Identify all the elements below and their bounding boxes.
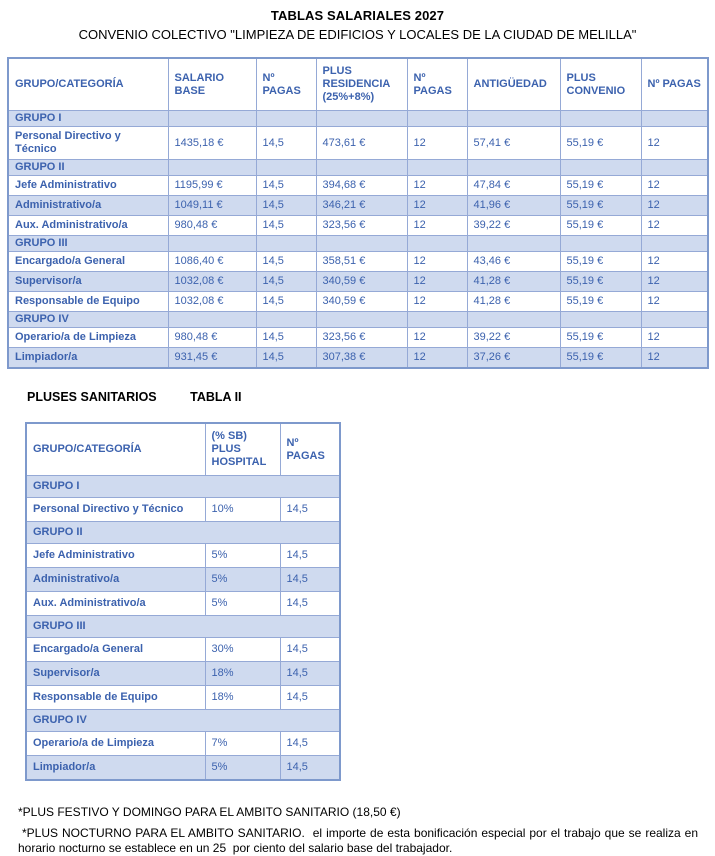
group-row <box>26 476 340 498</box>
value-cell: 41,28 € <box>467 292 560 312</box>
empty-cell <box>641 236 708 252</box>
value-cell: 18% <box>205 662 280 686</box>
value-cell: 14,5 <box>256 216 316 236</box>
value-cell: 14,5 <box>256 328 316 348</box>
value-cell: 980,48 € <box>168 328 256 348</box>
value-cell: 14,5 <box>280 498 340 522</box>
value-cell: 12 <box>641 216 708 236</box>
value-cell: 43,46 € <box>467 252 560 272</box>
value-cell: 55,19 € <box>560 176 641 196</box>
value-cell: 1195,99 € <box>168 176 256 196</box>
value-cell: 12 <box>641 292 708 312</box>
table-row <box>8 176 708 196</box>
value-cell: 18% <box>205 686 280 710</box>
value-cell: 12 <box>407 176 467 196</box>
category-cell: Personal Directivo y Técnico <box>8 127 168 160</box>
empty-cell <box>316 312 407 328</box>
column-header: PLUS CONVENIO <box>560 58 641 111</box>
value-cell: 14,5 <box>256 348 316 369</box>
empty-cell <box>168 312 256 328</box>
table-row <box>26 756 340 781</box>
value-cell: 5% <box>205 592 280 616</box>
value-cell: 55,19 € <box>560 328 641 348</box>
table-row <box>26 568 340 592</box>
group-row-label: GRUPO IV <box>26 710 340 732</box>
table-row <box>26 686 340 710</box>
value-cell: 12 <box>407 252 467 272</box>
value-cell: 57,41 € <box>467 127 560 160</box>
empty-cell <box>467 160 560 176</box>
column-header: ANTIGÜEDAD <box>467 58 560 111</box>
empty-cell <box>641 111 708 127</box>
value-cell: 14,5 <box>280 592 340 616</box>
value-cell: 14,5 <box>280 544 340 568</box>
value-cell: 12 <box>407 348 467 369</box>
page-subtitle: CONVENIO COLECTIVO "LIMPIEZA DE EDIFICIOS Y LOCALES DE LA CIUDAD DE MELILLA" <box>78 27 637 42</box>
table-row <box>8 348 708 369</box>
category-cell: Encargado/a General <box>8 252 168 272</box>
value-cell: 12 <box>641 348 708 369</box>
value-cell: 323,56 € <box>316 328 407 348</box>
value-cell: 55,19 € <box>560 348 641 369</box>
table-row <box>8 272 708 292</box>
value-cell: 12 <box>407 272 467 292</box>
column-header: Nº PAGAS <box>641 58 708 111</box>
category-cell: Operario/a de Limpieza <box>26 732 205 756</box>
value-cell: 14,5 <box>256 196 316 216</box>
category-cell: Jefe Administrativo <box>26 544 205 568</box>
value-cell: 37,26 € <box>467 348 560 369</box>
table-row <box>26 498 340 522</box>
empty-cell <box>560 312 641 328</box>
empty-cell <box>316 236 407 252</box>
empty-cell <box>316 160 407 176</box>
empty-cell <box>467 111 560 127</box>
value-cell: 55,19 € <box>560 252 641 272</box>
value-cell: 394,68 € <box>316 176 407 196</box>
table-row <box>8 292 708 312</box>
value-cell: 5% <box>205 568 280 592</box>
salary-table <box>7 57 709 369</box>
empty-cell <box>560 236 641 252</box>
empty-cell <box>560 160 641 176</box>
table-row <box>26 592 340 616</box>
column-header: PLUS RESIDENCIA (25%+8%) <box>316 58 407 111</box>
value-cell: 1032,08 € <box>168 292 256 312</box>
table-row <box>26 732 340 756</box>
category-cell: Limpiador/a <box>26 756 205 781</box>
column-header: GRUPO/CATEGORÍA <box>26 423 205 476</box>
value-cell: 55,19 € <box>560 272 641 292</box>
value-cell: 12 <box>641 272 708 292</box>
tabla-ii-label: TABLA II <box>190 390 242 404</box>
group-row-label: GRUPO III <box>8 236 168 252</box>
value-cell: 12 <box>641 328 708 348</box>
pluses-section-heading <box>27 390 715 404</box>
group-row-label: GRUPO I <box>26 476 340 498</box>
value-cell: 12 <box>407 292 467 312</box>
empty-cell <box>407 160 467 176</box>
salary-table-header-row <box>8 58 708 111</box>
value-cell: 5% <box>205 544 280 568</box>
group-row-label: GRUPO IV <box>8 312 168 328</box>
group-row <box>26 616 340 638</box>
empty-cell <box>407 111 467 127</box>
group-row-label: GRUPO III <box>26 616 340 638</box>
value-cell: 473,61 € <box>316 127 407 160</box>
column-header: (% SB) PLUS HOSPITAL <box>205 423 280 476</box>
value-cell: 39,22 € <box>467 216 560 236</box>
value-cell: 12 <box>407 196 467 216</box>
group-row <box>8 236 708 252</box>
column-header: Nº PAGAS <box>280 423 340 476</box>
value-cell: 39,22 € <box>467 328 560 348</box>
value-cell: 12 <box>641 176 708 196</box>
value-cell: 12 <box>641 127 708 160</box>
table-row <box>8 252 708 272</box>
table-row <box>8 328 708 348</box>
footnote-plus-festivo: *PLUS FESTIVO Y DOMINGO PARA EL AMBITO SANITARIO (18,50 €) <box>18 805 401 819</box>
empty-cell <box>168 160 256 176</box>
group-row-label: GRUPO II <box>8 160 168 176</box>
empty-cell <box>467 312 560 328</box>
empty-cell <box>168 236 256 252</box>
column-header: SALARIO BASE <box>168 58 256 111</box>
value-cell: 47,84 € <box>467 176 560 196</box>
value-cell: 14,5 <box>256 272 316 292</box>
value-cell: 340,59 € <box>316 292 407 312</box>
value-cell: 12 <box>641 196 708 216</box>
table-row <box>26 662 340 686</box>
category-cell: Supervisor/a <box>8 272 168 292</box>
column-header: GRUPO/CATEGORÍA <box>8 58 168 111</box>
value-cell: 358,51 € <box>316 252 407 272</box>
value-cell: 55,19 € <box>560 127 641 160</box>
category-cell: Jefe Administrativo <box>8 176 168 196</box>
value-cell: 5% <box>205 756 280 781</box>
group-row <box>26 710 340 732</box>
category-cell: Encargado/a General <box>26 638 205 662</box>
value-cell: 14,5 <box>256 176 316 196</box>
empty-cell <box>256 236 316 252</box>
value-cell: 980,48 € <box>168 216 256 236</box>
value-cell: 7% <box>205 732 280 756</box>
group-row <box>26 522 340 544</box>
pluses-sanitarios-table <box>25 422 341 781</box>
value-cell: 323,56 € <box>316 216 407 236</box>
value-cell: 1086,40 € <box>168 252 256 272</box>
value-cell: 14,5 <box>280 568 340 592</box>
category-cell: Administrativo/a <box>8 196 168 216</box>
empty-cell <box>256 160 316 176</box>
value-cell: 12 <box>407 216 467 236</box>
empty-cell <box>316 111 407 127</box>
category-cell: Aux. Administrativo/a <box>8 216 168 236</box>
empty-cell <box>407 312 467 328</box>
table-row <box>8 127 708 160</box>
category-cell: Aux. Administrativo/a <box>26 592 205 616</box>
value-cell: 12 <box>407 127 467 160</box>
pluses-table-header-row <box>26 423 340 476</box>
column-header: Nº PAGAS <box>407 58 467 111</box>
group-row <box>8 160 708 176</box>
category-cell: Supervisor/a <box>26 662 205 686</box>
value-cell: 14,5 <box>280 638 340 662</box>
empty-cell <box>256 312 316 328</box>
value-cell: 41,96 € <box>467 196 560 216</box>
value-cell: 12 <box>407 328 467 348</box>
value-cell: 30% <box>205 638 280 662</box>
empty-cell <box>407 236 467 252</box>
category-cell: Administrativo/a <box>26 568 205 592</box>
table-row <box>8 196 708 216</box>
value-cell: 14,5 <box>280 756 340 781</box>
page-title: TABLAS SALARIALES 2027 <box>270 8 445 23</box>
group-row-label: GRUPO I <box>8 111 168 127</box>
value-cell: 14,5 <box>280 686 340 710</box>
value-cell: 307,38 € <box>316 348 407 369</box>
table-row <box>26 544 340 568</box>
empty-cell <box>560 111 641 127</box>
group-row-label: GRUPO II <box>26 522 340 544</box>
value-cell: 12 <box>641 252 708 272</box>
empty-cell <box>168 111 256 127</box>
value-cell: 14,5 <box>256 292 316 312</box>
value-cell: 55,19 € <box>560 196 641 216</box>
empty-cell <box>641 312 708 328</box>
value-cell: 14,5 <box>256 127 316 160</box>
group-row <box>8 111 708 127</box>
value-cell: 55,19 € <box>560 216 641 236</box>
category-cell: Responsable de Equipo <box>26 686 205 710</box>
value-cell: 55,19 € <box>560 292 641 312</box>
value-cell: 1032,08 € <box>168 272 256 292</box>
category-cell: Limpiador/a <box>8 348 168 369</box>
empty-cell <box>256 111 316 127</box>
footnote-plus-nocturno: *PLUS NOCTURNO PARA EL AMBITO SANITARIO. el importe de esta bonificación especial por el trabajo que se realiza en horario nocturno se establece en un 25 por ciento del salario base del trabajador. <box>18 826 702 855</box>
value-cell: 10% <box>205 498 280 522</box>
category-cell: Operario/a de Limpieza <box>8 328 168 348</box>
column-header: Nº PAGAS <box>256 58 316 111</box>
value-cell: 931,45 € <box>168 348 256 369</box>
pluses-sanitarios-heading: PLUSES SANITARIOS <box>27 390 157 404</box>
category-cell: Personal Directivo y Técnico <box>26 498 205 522</box>
value-cell: 1435,18 € <box>168 127 256 160</box>
table-row <box>8 216 708 236</box>
value-cell: 14,5 <box>280 732 340 756</box>
value-cell: 346,21 € <box>316 196 407 216</box>
value-cell: 41,28 € <box>467 272 560 292</box>
table-row <box>26 638 340 662</box>
group-row <box>8 312 708 328</box>
value-cell: 1049,11 € <box>168 196 256 216</box>
value-cell: 14,5 <box>280 662 340 686</box>
value-cell: 340,59 € <box>316 272 407 292</box>
category-cell: Responsable de Equipo <box>8 292 168 312</box>
empty-cell <box>641 160 708 176</box>
empty-cell <box>467 236 560 252</box>
value-cell: 14,5 <box>256 252 316 272</box>
